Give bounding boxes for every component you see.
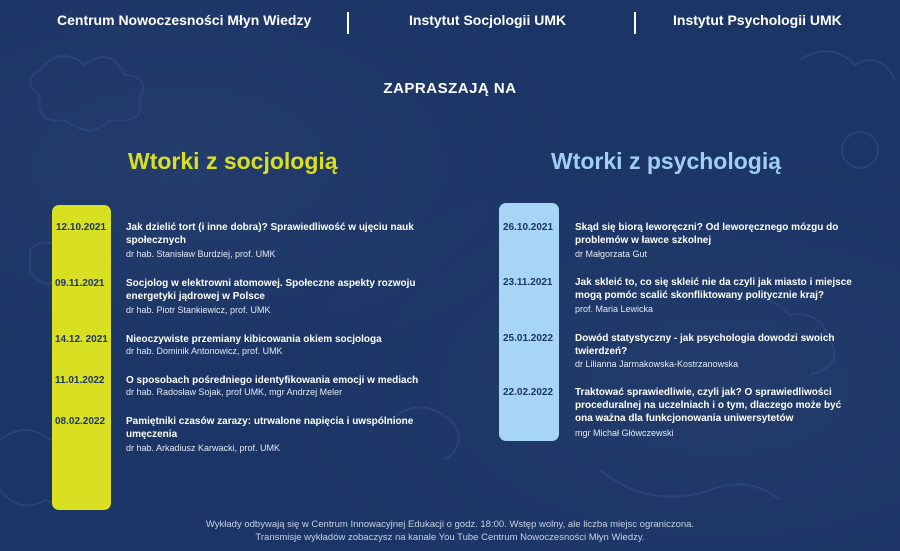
event-speaker: dr hab. Radosław Sojak, prof UMK, mgr Andrzej Meler [126, 387, 343, 397]
header-divider [634, 12, 636, 34]
sociology-title: Wtorki z socjologią [128, 148, 338, 174]
invite-heading: ZAPRASZAJĄ NA [383, 80, 517, 97]
event-title: O sposobach pośredniego identyfikowania emocji w mediach [126, 375, 419, 386]
event-title: Nieoczywiste przemiany kibicowania okiem socjologa [126, 334, 382, 345]
event-title: Traktować sprawiedliwie, czyli jak? O sprawiedliwości proceduralnej na uczelniach i o tym, dlaczego może być ona ważna dla funkcjonowania uniwersytetów [575, 387, 842, 424]
org-instytut-socjologii: Instytut Socjologii UMK [409, 12, 567, 28]
event-speaker: dr hab. Stanisław Burdziej, prof. UMK [126, 249, 276, 259]
event-date: 12.10.2021 [56, 222, 107, 233]
event-date: 22.02.2022 [503, 387, 554, 398]
event-title: Dowód statystyczny - jak psychologia dowodzi swoich twierdzeń? [575, 333, 835, 357]
event-speaker: mgr Michał Główczewski [575, 428, 674, 438]
event-speaker: dr Małgorzata Gut [575, 249, 648, 259]
event-speaker: dr hab. Piotr Stankiewicz, prof. UMK [126, 305, 271, 315]
org-mlyn-wiedzy: Centrum Nowoczesności Młyn Wiedzy [57, 12, 312, 28]
footer-line-stream: Transmisje wykładów zobaczysz na kanale You Tube Centrum Nowoczesności Młyn Wiedzy. [255, 532, 645, 543]
event-speaker: dr hab. Arkadiusz Karwacki, prof. UMK [126, 443, 281, 453]
footer-line-venue: Wykłady odbywają się w Centrum Innowacyjnej Edukacji o godz. 18:00. Wstęp wolny, ale liczba miejsc ograniczona. [205, 519, 695, 530]
header [0, 12, 900, 36]
event-title: Jak dzielić tort (i inne dobra)? Sprawiedliwość w ujęciu nauk społecznych [126, 222, 414, 246]
event-speaker: dr Lilianna Jarmakowska-Kostrzanowska [575, 359, 739, 369]
event-title: Jak skleić to, co się skleić nie da czyli jak miasto i miejsce mogą pomóc scalić skonfliktowany politycznie kraj? [575, 277, 852, 301]
event-date: 08.02.2022 [55, 416, 106, 427]
psychology-date-bar [499, 203, 559, 441]
event-speaker: prof. Maria Lewicka [575, 304, 654, 314]
sociology-date-bar [52, 205, 111, 510]
event-speaker: dr hab. Dominik Antonowicz, prof. UMK [126, 346, 283, 356]
event-date: 25.01.2022 [503, 333, 554, 344]
footer-note [0, 518, 900, 544]
event-title: Socjolog w elektrowni atomowej. Społeczne aspekty rozwoju energetyki jądrowej w Polsce [126, 278, 416, 302]
event-date: 26.10.2021 [503, 222, 554, 233]
event-title: Pamiętniki czasów zarazy: utrwalone napięcia i uwspólnione umęczenia [126, 416, 414, 440]
event-date: 11.01.2022 [55, 375, 105, 386]
event-date: 23.11.2021 [503, 277, 553, 288]
org-instytut-psychologii: Instytut Psychologii UMK [673, 12, 842, 28]
event-title: Skąd się biorą leworęczni? Od leworęcznego mózgu do problemów w ławce szkolnej [575, 222, 839, 246]
header-divider [347, 12, 349, 34]
event-date: 09.11.2021 [55, 278, 105, 289]
psychology-title: Wtorki z psychologią [551, 148, 782, 174]
event-date: 14.12. 2021 [55, 334, 108, 345]
